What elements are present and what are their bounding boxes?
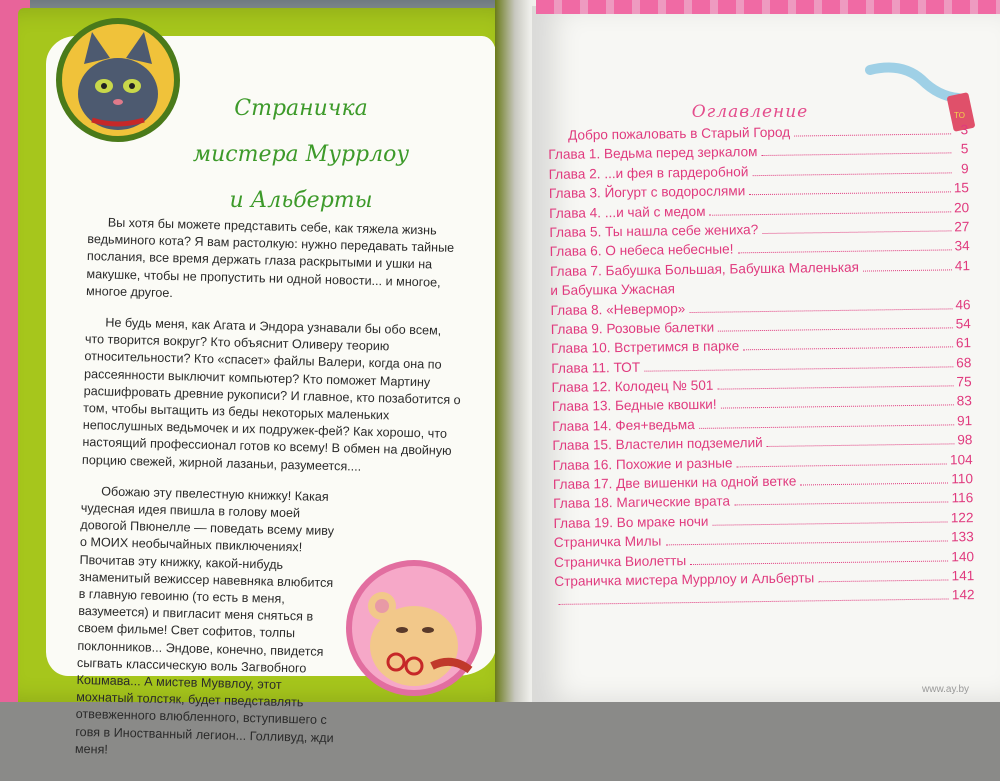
toc-leader-dots <box>721 405 954 409</box>
toc-entry-title: Глава 3. Йогурт с водорослями <box>549 183 748 201</box>
toc-entry-page: 142 <box>952 587 975 602</box>
toc-entry-title: Глава 16. Похожие и разные <box>553 455 735 473</box>
toc-leader-dots <box>712 521 947 525</box>
toc-leader-dots <box>749 192 951 196</box>
toc-entry-page: 122 <box>951 510 974 525</box>
toc-entry-title: Глава 13. Бедные квошки! <box>552 397 719 414</box>
toc-entry-page: 34 <box>954 238 969 253</box>
toc-leader-dots <box>800 482 948 485</box>
table-of-contents <box>548 122 975 613</box>
toc-leader-dots <box>699 424 954 429</box>
toc-leader-dots <box>737 250 951 254</box>
toc-entry-page: 9 <box>955 161 969 176</box>
toc-leader-dots <box>734 502 949 506</box>
toc-entry-page: 46 <box>955 297 970 312</box>
toc-entry-title: Глава 7. Бабушка Большая, Бабушка Маленькая <box>550 259 861 278</box>
toc-entry-title: Глава 8. «Невермор» <box>550 301 687 318</box>
toc-entry-page: 27 <box>954 219 969 234</box>
toc-entry-page: 133 <box>951 529 974 544</box>
toc-entry-page: 61 <box>956 335 971 350</box>
toc-entry-page: 15 <box>954 180 969 195</box>
toc-leader-dots <box>644 366 953 371</box>
toc-entry-page: 98 <box>957 432 972 447</box>
toc-entry-title: Глава 2. ...и фея в гардеробной <box>549 164 751 182</box>
pink-border <box>536 0 1000 14</box>
title-line: и Альберты <box>186 178 416 224</box>
toc-entry-title: и Бабушка Ужасная <box>550 281 677 298</box>
toc-entry-page: 41 <box>955 258 970 273</box>
toc-leader-dots <box>717 385 953 389</box>
toc-title: Оглавление <box>650 102 850 122</box>
toc-leader-dots <box>718 327 953 331</box>
hamster-avatar-icon <box>346 560 482 696</box>
watermark: www.ay.by <box>922 684 969 695</box>
toc-leader-dots <box>767 444 955 448</box>
toc-leader-dots <box>710 211 952 215</box>
title-line: Страничка <box>186 86 416 132</box>
toc-entry-title: Страничка Милы <box>554 534 664 551</box>
toc-entry-title: Глава 1. Ведьма перед зеркалом <box>548 144 759 162</box>
badge-label: TO <box>954 111 965 120</box>
toc-entry-title: Глава 12. Колодец № 501 <box>552 378 716 395</box>
toc-entry-page: 141 <box>952 568 975 583</box>
toc-entry-title: Глава 14. Фея+ведьма <box>552 417 697 434</box>
toc-entry-title: Глава 17. Две вишенки на одной ветке <box>553 474 799 492</box>
toc-entry-page: 104 <box>950 452 973 467</box>
toc-leader-dots <box>762 230 951 234</box>
paragraph: Вы хотя бы можете представить себе, как тяжела жизнь ведьминого кота? Я вам растолкую: нужно передавать тайные послания, все время держать глаза раскрытыми и ушки на макушке, чтобы не пропустить ни одной новости... и многое, многое другое. <box>86 214 466 309</box>
toc-leader-dots <box>690 560 948 565</box>
toc-entry-title: Глава 5. Ты нашла себе жениха? <box>549 222 760 240</box>
toc-entry-page: 20 <box>954 200 969 215</box>
toc-entry-page: 83 <box>957 394 972 409</box>
toc-entry-title: Глава 15. Властелин подземелий <box>552 435 764 453</box>
toc-entry-title: Глава 19. Во мраке ночи <box>553 514 710 531</box>
toc-leader-dots <box>743 347 953 351</box>
toc-entry-title: Глава 9. Розовые балетки <box>551 320 716 337</box>
cat-avatar-icon <box>56 18 180 142</box>
toc-leader-dots <box>818 579 948 582</box>
toc-entry-title: Глава 6. О небеса небесные! <box>550 242 736 260</box>
toc-leader-dots <box>689 308 952 313</box>
toc-entry-page: 140 <box>951 549 974 564</box>
left-page-body <box>74 214 466 781</box>
toc-entry-page: 75 <box>956 374 971 389</box>
left-page-title <box>186 86 416 224</box>
paragraph: Обожаю эту пвелестную книжку! Какая чудесная идея пвишла в голову моей довогой Пвюнелле — поведать всему миву о МОИХ необычайных пвиключениях! Пвочитав эту книжку, какой-нибудь знаменитый вежиссер навевняка влюбится в главную гевоиню (то есть в меня, вазумеется) и пвигласит меня сняться в своем фильме! Свет софитов, толпы поклонников... Эндове, конечно, пвидется сыгвать классическую воль Загвобного Кошмава... А мистев Муввлоу, этот мохнатый толстяк, будет пведставлять отвевженного влюбленного, вступившего с говя в Иностванный легион... Голливуд, жди меня! <box>75 483 342 765</box>
paragraph: Не будь меня, как Агата и Эндора узнавали бы обо всем, что творится вокруг? Кто объяснит Оливеру теорию относительности? Кто «спасет» файлы Валери, когда она по рассеянности выключит компьютер? Кто поможет Мартину расшифровать древние рукописи? И главное, кто позаботится о том, чтобы вытащить из беды некоторых маленьких непослушных ведьмочек и их подружек-фей? Как хорошо, что настоящий профессионал готов ко всему! В обмен на двойную порцию свежей, жирной лазаньи, разумеется.... <box>82 314 464 478</box>
toc-entry-title: Страничка Виолетты <box>554 553 688 570</box>
toc-entry-title: Страничка мистера Муррлоу и Альберты <box>554 570 816 589</box>
toc-leader-dots <box>737 463 947 467</box>
toc-entry-page: 5 <box>954 142 968 157</box>
toc-leader-dots <box>559 599 949 605</box>
toc-entry-title: Глава 4. ...и чай с медом <box>549 203 708 220</box>
toc-entry-title: Глава 11. ТОТ <box>551 359 642 375</box>
toc-entry-page: 116 <box>951 491 973 506</box>
toc-entry-title: Добро пожаловать в Старый Город <box>568 125 792 143</box>
toc-entry-page: 68 <box>956 355 971 370</box>
toc-entry-page: 110 <box>951 471 973 486</box>
toc-entry-title: Глава 10. Встретимся в парке <box>551 339 741 357</box>
toc-leader-dots <box>761 153 951 157</box>
toc-leader-dots <box>794 133 951 136</box>
toc-entry-page: 3 <box>954 122 968 137</box>
title-line: мистера Муррлоу <box>186 132 416 178</box>
toc-leader-dots <box>752 172 951 176</box>
toc-leader-dots <box>665 541 948 546</box>
toc-entry-title: Глава 18. Магические врата <box>553 494 732 511</box>
toc-leader-dots <box>863 269 952 271</box>
toc-entry-page: 54 <box>956 316 971 331</box>
toc-entry-page: 91 <box>957 413 972 428</box>
